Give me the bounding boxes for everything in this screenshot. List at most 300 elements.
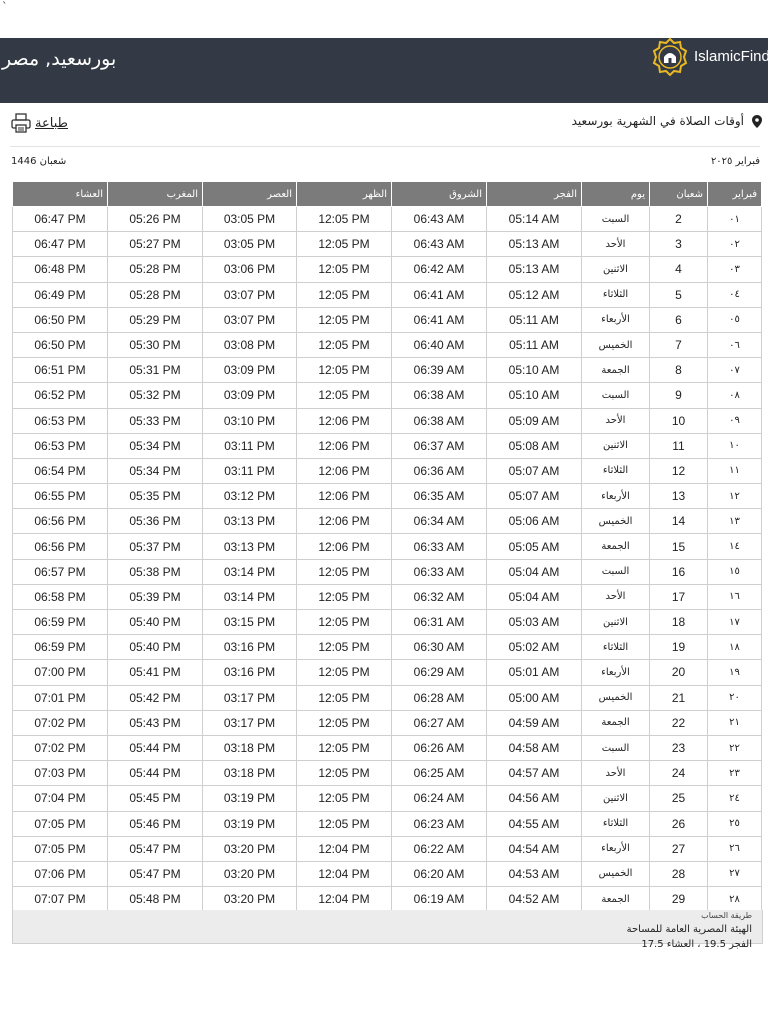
cell-asr: 03:09 PM (203, 383, 297, 408)
cell-shaban: 9 (650, 383, 708, 408)
cell-asr: 03:07 PM (203, 307, 297, 332)
cell-maghrib: 05:28 PM (108, 282, 203, 307)
cell-isha: 07:07 PM (13, 887, 108, 912)
cell-shaban: 27 (650, 836, 708, 861)
cell-dhuhr: 12:04 PM (297, 887, 392, 912)
cell-maghrib: 05:46 PM (108, 811, 203, 836)
cell-asr: 03:17 PM (203, 710, 297, 735)
cell-shaban: 8 (650, 358, 708, 383)
cell-dhuhr: 12:06 PM (297, 534, 392, 559)
cell-day: الأحد (582, 584, 650, 609)
column-header-day: يوم (582, 182, 650, 207)
cell-asr: 03:06 PM (203, 257, 297, 282)
cell-february: ٢٨ (708, 887, 762, 912)
table-row (13, 458, 762, 483)
cell-day: الأحد (582, 408, 650, 433)
cell-isha: 06:50 PM (13, 332, 108, 357)
cell-asr: 03:11 PM (203, 433, 297, 458)
cell-isha: 07:04 PM (13, 786, 108, 811)
cell-day: الأربعاء (582, 307, 650, 332)
print-button[interactable] (10, 112, 68, 134)
cell-asr: 03:13 PM (203, 509, 297, 534)
cell-dhuhr: 12:05 PM (297, 660, 392, 685)
cell-isha: 06:59 PM (13, 635, 108, 660)
cell-dhuhr: 12:05 PM (297, 232, 392, 257)
cell-asr: 03:13 PM (203, 534, 297, 559)
cell-sunrise: 06:33 AM (392, 534, 487, 559)
cell-sunrise: 06:23 AM (392, 811, 487, 836)
cell-asr: 03:15 PM (203, 610, 297, 635)
cell-asr: 03:20 PM (203, 861, 297, 886)
cell-isha: 07:02 PM (13, 735, 108, 760)
cell-sunrise: 06:19 AM (392, 887, 487, 912)
cell-isha: 07:00 PM (13, 660, 108, 685)
cell-isha: 06:57 PM (13, 559, 108, 584)
cell-day: الخميس (582, 685, 650, 710)
table-row (13, 207, 762, 232)
cell-dhuhr: 12:04 PM (297, 836, 392, 861)
cell-shaban: 6 (650, 307, 708, 332)
method-details: الفجر 19.5 ، العشاء 17.5 (641, 939, 752, 950)
cell-shaban: 26 (650, 811, 708, 836)
column-header-shaban: شعبان (650, 182, 708, 207)
cell-february: ٢١ (708, 710, 762, 735)
cell-fajr: 04:57 AM (487, 761, 582, 786)
cell-day: السبت (582, 559, 650, 584)
cell-day: الاثنين (582, 257, 650, 282)
brand-name: IslamicFinder (694, 48, 783, 65)
cell-february: ٢٥ (708, 811, 762, 836)
cell-maghrib: 05:36 PM (108, 509, 203, 534)
cell-maghrib: 05:29 PM (108, 307, 203, 332)
cell-maghrib: 05:44 PM (108, 735, 203, 760)
cell-asr: 03:09 PM (203, 358, 297, 383)
cell-asr: 03:11 PM (203, 458, 297, 483)
cell-february: ١٩ (708, 660, 762, 685)
cell-dhuhr: 12:05 PM (297, 761, 392, 786)
print-label: طباعة (35, 115, 68, 131)
cell-fajr: 05:09 AM (487, 408, 582, 433)
cell-isha: 07:01 PM (13, 685, 108, 710)
cell-day: الخميس (582, 332, 650, 357)
cell-dhuhr: 12:05 PM (297, 332, 392, 357)
cell-sunrise: 06:34 AM (392, 509, 487, 534)
table-header-row (13, 182, 762, 207)
cell-fajr: 05:00 AM (487, 685, 582, 710)
cell-sunrise: 06:33 AM (392, 559, 487, 584)
cell-sunrise: 06:42 AM (392, 257, 487, 282)
cell-isha: 07:06 PM (13, 861, 108, 886)
table-row (13, 786, 762, 811)
cell-isha: 06:47 PM (13, 232, 108, 257)
cell-dhuhr: 12:05 PM (297, 282, 392, 307)
cell-dhuhr: 12:04 PM (297, 861, 392, 886)
cell-day: الاثنين (582, 610, 650, 635)
cell-february: ٢٣ (708, 761, 762, 786)
cell-shaban: 10 (650, 408, 708, 433)
cell-dhuhr: 12:05 PM (297, 710, 392, 735)
cell-isha: 06:58 PM (13, 584, 108, 609)
cell-february: ١٤ (708, 534, 762, 559)
cell-shaban: 18 (650, 610, 708, 635)
cell-sunrise: 06:25 AM (392, 761, 487, 786)
cell-sunrise: 06:40 AM (392, 332, 487, 357)
cell-february: ١٠ (708, 433, 762, 458)
cell-sunrise: 06:27 AM (392, 710, 487, 735)
cell-isha: 06:53 PM (13, 433, 108, 458)
cell-february: ٠١ (708, 207, 762, 232)
table-row (13, 383, 762, 408)
cell-asr: 03:20 PM (203, 836, 297, 861)
cell-sunrise: 06:43 AM (392, 232, 487, 257)
table-row (13, 685, 762, 710)
cell-sunrise: 06:36 AM (392, 458, 487, 483)
table-row (13, 811, 762, 836)
cell-february: ٠٩ (708, 408, 762, 433)
cell-day: الثلاثاء (582, 811, 650, 836)
cell-asr: 03:07 PM (203, 282, 297, 307)
cell-day: الثلاثاء (582, 282, 650, 307)
cell-dhuhr: 12:05 PM (297, 358, 392, 383)
cell-maghrib: 05:37 PM (108, 534, 203, 559)
cell-maghrib: 05:30 PM (108, 332, 203, 357)
cell-fajr: 05:13 AM (487, 257, 582, 282)
cell-dhuhr: 12:05 PM (297, 207, 392, 232)
cell-sunrise: 06:41 AM (392, 282, 487, 307)
cell-day: الأربعاء (582, 836, 650, 861)
cell-shaban: 29 (650, 887, 708, 912)
cell-february: ٠٦ (708, 332, 762, 357)
cell-dhuhr: 12:05 PM (297, 735, 392, 760)
cell-asr: 03:10 PM (203, 408, 297, 433)
cell-isha: 06:54 PM (13, 458, 108, 483)
cell-maghrib: 05:41 PM (108, 660, 203, 685)
table-row (13, 861, 762, 886)
column-header-maghrib: المغرب (108, 182, 203, 207)
cell-fajr: 04:58 AM (487, 735, 582, 760)
cell-asr: 03:19 PM (203, 786, 297, 811)
cell-fajr: 05:13 AM (487, 232, 582, 257)
cell-asr: 03:08 PM (203, 332, 297, 357)
cell-fajr: 05:07 AM (487, 458, 582, 483)
cell-isha: 06:59 PM (13, 610, 108, 635)
cell-asr: 03:16 PM (203, 635, 297, 660)
cell-sunrise: 06:26 AM (392, 735, 487, 760)
page-title: أوقات الصلاة في الشهرية بورسعيد (571, 114, 744, 128)
cell-sunrise: 06:38 AM (392, 408, 487, 433)
cell-maghrib: 05:48 PM (108, 887, 203, 912)
cell-maghrib: 05:34 PM (108, 458, 203, 483)
cell-sunrise: 06:29 AM (392, 660, 487, 685)
table-row (13, 307, 762, 332)
cell-shaban: 4 (650, 257, 708, 282)
cell-february: ٠٥ (708, 307, 762, 332)
cell-sunrise: 06:37 AM (392, 433, 487, 458)
table-row (13, 332, 762, 357)
cell-fajr: 05:02 AM (487, 635, 582, 660)
cell-asr: 03:16 PM (203, 660, 297, 685)
cell-day: السبت (582, 383, 650, 408)
table-row (13, 484, 762, 509)
cell-fajr: 05:14 AM (487, 207, 582, 232)
table-row (13, 534, 762, 559)
cell-dhuhr: 12:05 PM (297, 610, 392, 635)
cell-fajr: 05:08 AM (487, 433, 582, 458)
cell-isha: 06:55 PM (13, 484, 108, 509)
cell-day: الأحد (582, 232, 650, 257)
cell-isha: 07:05 PM (13, 811, 108, 836)
cell-maghrib: 05:28 PM (108, 257, 203, 282)
cell-isha: 06:51 PM (13, 358, 108, 383)
cell-fajr: 04:56 AM (487, 786, 582, 811)
cell-shaban: 17 (650, 584, 708, 609)
cell-february: ٠٣ (708, 257, 762, 282)
cell-february: ٢٠ (708, 685, 762, 710)
cell-day: الخميس (582, 861, 650, 886)
cell-maghrib: 05:39 PM (108, 584, 203, 609)
site-header (0, 38, 783, 103)
cell-february: ١٢ (708, 484, 762, 509)
cell-shaban: 14 (650, 509, 708, 534)
cell-fajr: 05:10 AM (487, 383, 582, 408)
cell-day: الجمعة (582, 534, 650, 559)
cell-maghrib: 05:27 PM (108, 232, 203, 257)
cell-dhuhr: 12:06 PM (297, 408, 392, 433)
cell-maghrib: 05:40 PM (108, 635, 203, 660)
cell-february: ٠٤ (708, 282, 762, 307)
cell-sunrise: 06:24 AM (392, 786, 487, 811)
cell-dhuhr: 12:06 PM (297, 433, 392, 458)
column-header-dhuhr: الظهر (297, 182, 392, 207)
cell-february: ٢٤ (708, 786, 762, 811)
cell-day: الخميس (582, 509, 650, 534)
cell-fajr: 05:01 AM (487, 660, 582, 685)
column-header-sunrise: الشروق (392, 182, 487, 207)
cell-maghrib: 05:40 PM (108, 610, 203, 635)
cell-sunrise: 06:28 AM (392, 685, 487, 710)
cell-isha: 06:56 PM (13, 534, 108, 559)
cell-isha: 07:02 PM (13, 710, 108, 735)
cell-shaban: 22 (650, 710, 708, 735)
table-body (13, 207, 762, 912)
cell-day: السبت (582, 735, 650, 760)
cell-fajr: 05:05 AM (487, 534, 582, 559)
cell-february: ٢٧ (708, 861, 762, 886)
table-row (13, 887, 762, 912)
cell-isha: 06:52 PM (13, 383, 108, 408)
calculation-method (12, 910, 763, 950)
cell-shaban: 25 (650, 786, 708, 811)
cell-asr: 03:05 PM (203, 232, 297, 257)
cell-february: ١٥ (708, 559, 762, 584)
cell-asr: 03:18 PM (203, 761, 297, 786)
cell-fajr: 04:54 AM (487, 836, 582, 861)
table-row (13, 559, 762, 584)
table-row (13, 610, 762, 635)
cell-dhuhr: 12:05 PM (297, 635, 392, 660)
cell-asr: 03:12 PM (203, 484, 297, 509)
cell-fajr: 05:11 AM (487, 307, 582, 332)
cell-fajr: 05:04 AM (487, 559, 582, 584)
cell-day: الثلاثاء (582, 458, 650, 483)
table-row (13, 358, 762, 383)
cell-maghrib: 05:34 PM (108, 433, 203, 458)
cell-february: ١٧ (708, 610, 762, 635)
cell-fajr: 04:52 AM (487, 887, 582, 912)
mosque-emblem-icon (650, 37, 690, 77)
table-row (13, 232, 762, 257)
cell-sunrise: 06:30 AM (392, 635, 487, 660)
table-row (13, 408, 762, 433)
gregorian-month: فبراير ٢٠٢٥ (710, 156, 760, 167)
cell-day: الأحد (582, 761, 650, 786)
cell-isha: 07:03 PM (13, 761, 108, 786)
cell-february: ٠٨ (708, 383, 762, 408)
table-row (13, 836, 762, 861)
cell-maghrib: 05:32 PM (108, 383, 203, 408)
cell-shaban: 16 (650, 559, 708, 584)
cell-maghrib: 05:31 PM (108, 358, 203, 383)
cell-february: ١٣ (708, 509, 762, 534)
column-header-isha: العشاء (13, 182, 108, 207)
cell-shaban: 12 (650, 458, 708, 483)
cell-shaban: 28 (650, 861, 708, 886)
cell-february: ١١ (708, 458, 762, 483)
hijri-month: شعبان 1446 (11, 156, 67, 167)
cell-sunrise: 06:32 AM (392, 584, 487, 609)
table-row (13, 282, 762, 307)
cell-february: ١٨ (708, 635, 762, 660)
cell-sunrise: 06:38 AM (392, 383, 487, 408)
cell-day: الجمعة (582, 887, 650, 912)
cell-dhuhr: 12:05 PM (297, 257, 392, 282)
cell-asr: 03:17 PM (203, 685, 297, 710)
cell-sunrise: 06:20 AM (392, 861, 487, 886)
cell-day: الجمعة (582, 710, 650, 735)
method-name: الهيئة المصرية العامة للمساحة (626, 924, 752, 935)
cell-asr: 03:14 PM (203, 559, 297, 584)
cell-asr: 03:19 PM (203, 811, 297, 836)
cell-isha: 06:53 PM (13, 408, 108, 433)
cell-dhuhr: 12:05 PM (297, 584, 392, 609)
cell-maghrib: 05:35 PM (108, 484, 203, 509)
cell-shaban: 7 (650, 332, 708, 357)
cell-sunrise: 06:41 AM (392, 307, 487, 332)
cell-maghrib: 05:44 PM (108, 761, 203, 786)
cell-asr: 03:20 PM (203, 887, 297, 912)
cell-dhuhr: 12:05 PM (297, 383, 392, 408)
cell-dhuhr: 12:05 PM (297, 307, 392, 332)
cell-dhuhr: 12:05 PM (297, 559, 392, 584)
cell-fajr: 05:11 AM (487, 332, 582, 357)
table-row (13, 635, 762, 660)
cell-dhuhr: 12:05 PM (297, 685, 392, 710)
cell-sunrise: 06:43 AM (392, 207, 487, 232)
cell-day: الاثنين (582, 786, 650, 811)
cell-day: السبت (582, 207, 650, 232)
cell-fajr: 05:10 AM (487, 358, 582, 383)
cell-day: الأربعاء (582, 484, 650, 509)
cell-day: الجمعة (582, 358, 650, 383)
cell-dhuhr: 12:06 PM (297, 484, 392, 509)
cell-sunrise: 06:22 AM (392, 836, 487, 861)
cell-isha: 06:56 PM (13, 509, 108, 534)
cell-shaban: 2 (650, 207, 708, 232)
site-logo[interactable] (650, 38, 783, 78)
column-header-asr: العصر (203, 182, 297, 207)
cell-maghrib: 05:47 PM (108, 836, 203, 861)
cell-isha: 06:47 PM (13, 207, 108, 232)
cell-shaban: 24 (650, 761, 708, 786)
printer-icon (10, 112, 32, 134)
cell-fajr: 05:07 AM (487, 484, 582, 509)
cell-isha: 06:49 PM (13, 282, 108, 307)
table-row (13, 509, 762, 534)
cell-maghrib: 05:47 PM (108, 861, 203, 886)
cell-maghrib: 05:33 PM (108, 408, 203, 433)
cell-maghrib: 05:38 PM (108, 559, 203, 584)
cell-maghrib: 05:45 PM (108, 786, 203, 811)
cell-maghrib: 05:26 PM (108, 207, 203, 232)
table-row (13, 735, 762, 760)
stray-mark: ` (2, 0, 8, 13)
cell-asr: 03:05 PM (203, 207, 297, 232)
table-row (13, 584, 762, 609)
cell-shaban: 5 (650, 282, 708, 307)
cell-dhuhr: 12:06 PM (297, 458, 392, 483)
cell-asr: 03:14 PM (203, 584, 297, 609)
cell-february: ٠٧ (708, 358, 762, 383)
cell-fajr: 04:59 AM (487, 710, 582, 735)
cell-shaban: 15 (650, 534, 708, 559)
cell-sunrise: 06:39 AM (392, 358, 487, 383)
cell-shaban: 3 (650, 232, 708, 257)
cell-february: ٢٦ (708, 836, 762, 861)
cell-fajr: 05:06 AM (487, 509, 582, 534)
cell-february: ٠٢ (708, 232, 762, 257)
cell-february: ١٦ (708, 584, 762, 609)
column-header-fajr: الفجر (487, 182, 582, 207)
cell-maghrib: 05:43 PM (108, 710, 203, 735)
cell-fajr: 05:12 AM (487, 282, 582, 307)
cell-maghrib: 05:42 PM (108, 685, 203, 710)
cell-sunrise: 06:35 AM (392, 484, 487, 509)
table-row (13, 433, 762, 458)
cell-shaban: 11 (650, 433, 708, 458)
cell-shaban: 13 (650, 484, 708, 509)
table-row (13, 257, 762, 282)
column-header-february: فبراير (708, 182, 762, 207)
page-title-row (10, 112, 760, 134)
cell-day: الثلاثاء (582, 635, 650, 660)
cell-shaban: 19 (650, 635, 708, 660)
prayer-times-table (12, 181, 762, 912)
cell-day: الأربعاء (582, 660, 650, 685)
table-row (13, 761, 762, 786)
cell-dhuhr: 12:05 PM (297, 786, 392, 811)
divider (10, 146, 760, 147)
header-city: بورسعيد, مصر (2, 48, 117, 70)
cell-fajr: 05:03 AM (487, 610, 582, 635)
cell-shaban: 20 (650, 660, 708, 685)
map-pin-icon (752, 115, 762, 128)
cell-asr: 03:18 PM (203, 735, 297, 760)
cell-february: ٢٢ (708, 735, 762, 760)
table-row (13, 660, 762, 685)
cell-dhuhr: 12:05 PM (297, 811, 392, 836)
cell-fajr: 04:53 AM (487, 861, 582, 886)
cell-shaban: 21 (650, 685, 708, 710)
